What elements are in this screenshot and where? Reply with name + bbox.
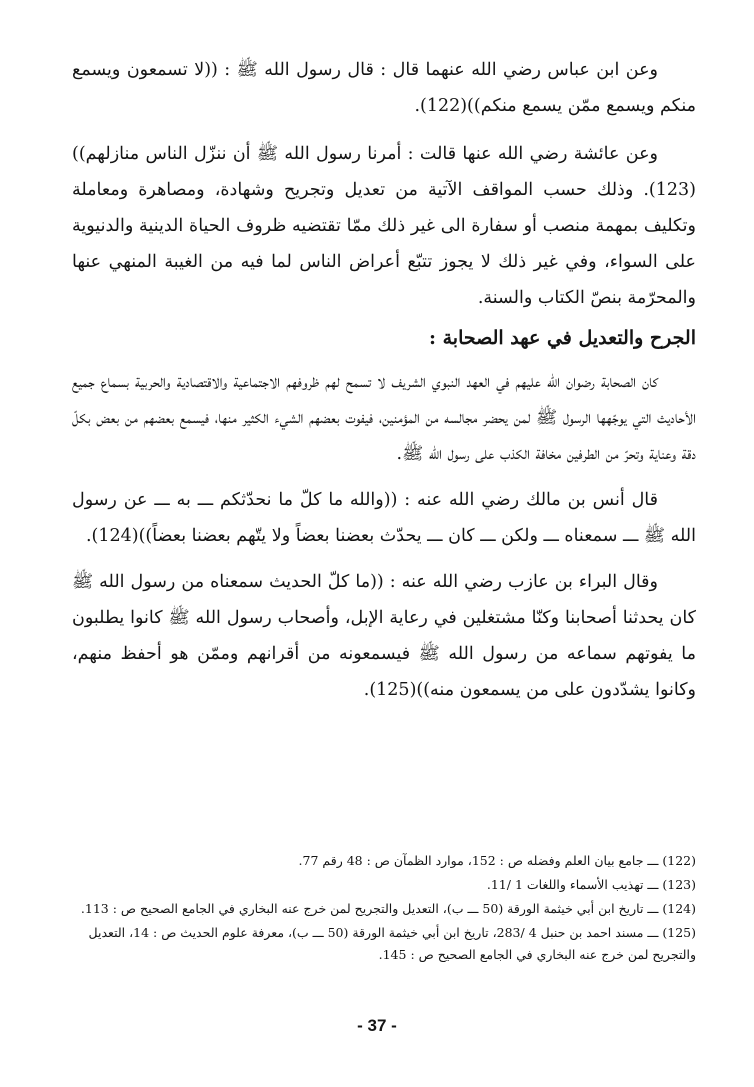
paragraph-anas: قال أنس بن مالك رضي الله عنه : ((والله ما كلّ ما نحدّثكم ـــ به ـــ عن رسول الله ﷺ ـــ سمعناه ـــ ولكن ـــ كان ـــ يحدّث بعضنا بعضاً ولا يتّهم بعضنا بعضاً))(124). <box>72 490 696 546</box>
paragraph-baraa: وقال البراء بن عازب رضي الله عنه : ((ما كلّ الحديث سمعناه من رسول الله ﷺ كان يحدثنا أصحابنا وكنّا مشتغلين في رعاية الإبل، وأصحاب رسول الله ﷺ كانوا يطلبون ما يفوتهم سماعه من رسول الله ﷺ فيسمعونه من أقرانهم وممّن هو أحفظ منهم، وكانوا يشدّدون على من يسمعون منه))(125). <box>72 572 696 700</box>
footnote-122: (122) ـــ جامع بيان العلم وفضله ص : 152، موارد الظمآن ص : 48 رقم 77. <box>298 853 696 868</box>
paragraph-aisha: وعن عائشة رضي الله عنها قالت : أمرنا رسول الله ﷺ أن ننزّل الناس منازلهم))(123). وذلك حسب المواقف الآتية من تعديل وتجريح وشهادة، ومصاهرة ومعاملة وتكليف بمهمة منصب أو سفارة الى غير ذلك ممّا تقتضيه ظروف الحياة الدينية والدنيوية على السواء، وفي غير ذلك لا يجوز تتبّع أعراض الناس لما فيه من الغيبة المنهي عنها والمحرّمة بنصّ الكتاب والسنة. <box>72 144 696 308</box>
footnote-125: (125) ـــ مسند احمد بن حنبل 4 /283، تاريخ ابن أبي خيثمة الورقة (50 ـــ ب)، معرفة علوم الحديث ص : 14، التعديل والتجريح لمن خرج عنه البخاري في الجامع الصحيح ص : 145. <box>88 925 696 962</box>
main-text <box>72 52 696 708</box>
paragraph-companions: كان الصحابة رضوان الله عليهم في العهد النبوي الشريف لا تسمح لهم ظروفهم الاجتماعية والاقتصادية والحربية بسماع جميع الأحاديث التي يوجّهها الرسول ﷺ لمن يحضر مجالسه من المؤمنين، فيفوت بعضهم الشيء الكثير منها، فيسمع بعضهم من بعض بكلّ دقة وعناية وتحرّ من الطرفين مخافة الكذب على رسول الله ﷺ. <box>72 372 696 464</box>
paragraph-ibn-abbas: وعن ابن عباس رضي الله عنهما قال : قال رسول الله ﷺ : ((لا تسمعون ويسمع منكم ويسمع ممّن يسمع منكم))(122). <box>72 60 696 116</box>
footnote-123: (123) ـــ تهذيب الأسماء واللغات 1 /11. <box>486 877 696 892</box>
page-number: - 37 - <box>357 1016 397 1035</box>
footnote-124: (124) ـــ تاريخ ابن أبي خيثمة الورقة (50 ـــ ب)، التعديل والتجريح لمن خرج عنه البخاري في الجامع الصحيح ص : 113. <box>80 901 696 916</box>
section-heading: الجرح والتعديل في عهد الصحابة : <box>428 327 696 349</box>
footnotes <box>60 850 696 968</box>
